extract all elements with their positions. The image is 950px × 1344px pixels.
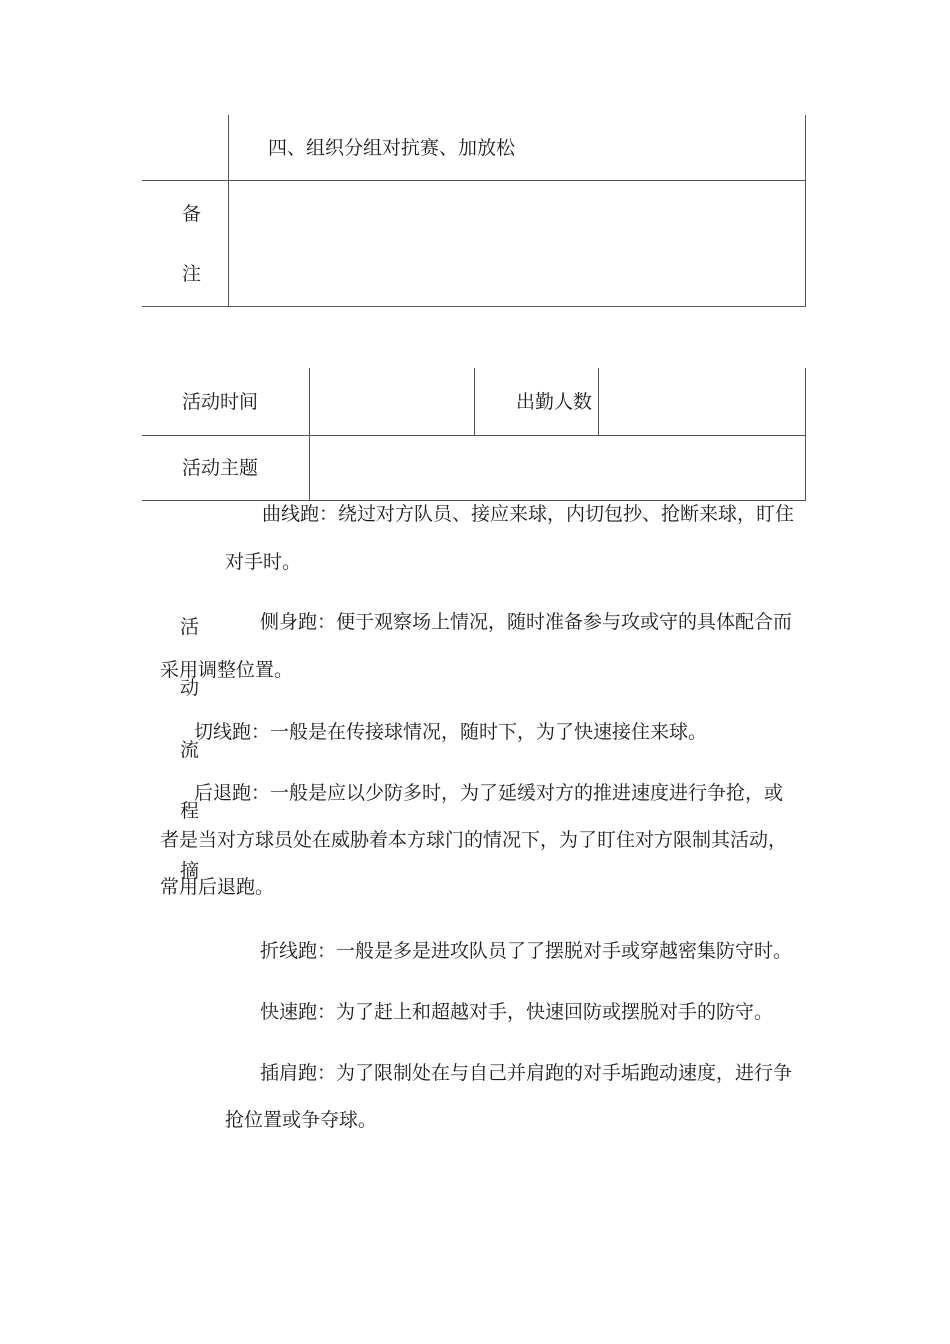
process-line-11: 插肩跑：为了限制处在与自己并肩跑的对手垢跑动速度，进行争 (260, 1062, 793, 1084)
process-line-10: 快速跑：为了赶上和超越对手，快速回防或摆脱对手的防守。 (260, 1001, 774, 1023)
process-line-1: 曲线跑：绕过对方队员、接应来球，内切包抄、抢断来球，盯住 (262, 503, 795, 525)
process-line-6: 后退跑：一般是应以少防多时，为了延缓对方的推进速度进行争抢，或 (194, 782, 784, 804)
process-line-4: 采用调整位置。 (160, 659, 294, 681)
attendance-label: 出勤人数 (516, 391, 593, 413)
process-line-2: 对手时。 (225, 551, 302, 573)
process-label-char-4: 程 (180, 800, 200, 822)
top-table-bottom-border (142, 306, 806, 307)
activity-table-divider-2 (474, 368, 475, 435)
step4-text: 四、组织分组对抗赛、加放松 (268, 137, 516, 159)
process-line-9: 折线跑：一般是多是进攻队员了了摆脱对手或穿越密集防守时。 (260, 940, 793, 962)
process-label-char-5: 摘 (180, 860, 200, 882)
activity-table-bottom-border (142, 500, 806, 501)
process-line-8: 常用后退跑。 (160, 876, 275, 898)
process-line-3: 侧身跑：便于观察场上情况，随时准备参与攻或守的具体配合而 (260, 611, 793, 633)
top-table-row-separator (142, 180, 806, 181)
process-line-12: 抢位置或争夺球。 (225, 1109, 378, 1131)
remark-label-char-2: 注 (182, 263, 202, 285)
activity-theme-label: 活动主题 (182, 457, 259, 479)
remark-label-char-1: 备 (182, 203, 202, 225)
top-table-divider (228, 115, 229, 307)
process-line-5: 切线跑：一般是在传接球情况，随时下，为了快速接住来球。 (194, 721, 708, 743)
activity-table-divider-3 (598, 368, 599, 435)
process-label-char-1: 活 (180, 616, 200, 638)
process-label-char-2: 动 (180, 677, 200, 699)
process-label-char-3: 流 (180, 739, 200, 761)
activity-time-label: 活动时间 (182, 391, 259, 413)
process-line-7: 者是当对方球员处在威胁着本方球门的情况下，为了盯住对方限制其活动， (160, 829, 788, 851)
top-table-right-border (805, 115, 806, 307)
activity-table-row-separator (142, 435, 806, 436)
